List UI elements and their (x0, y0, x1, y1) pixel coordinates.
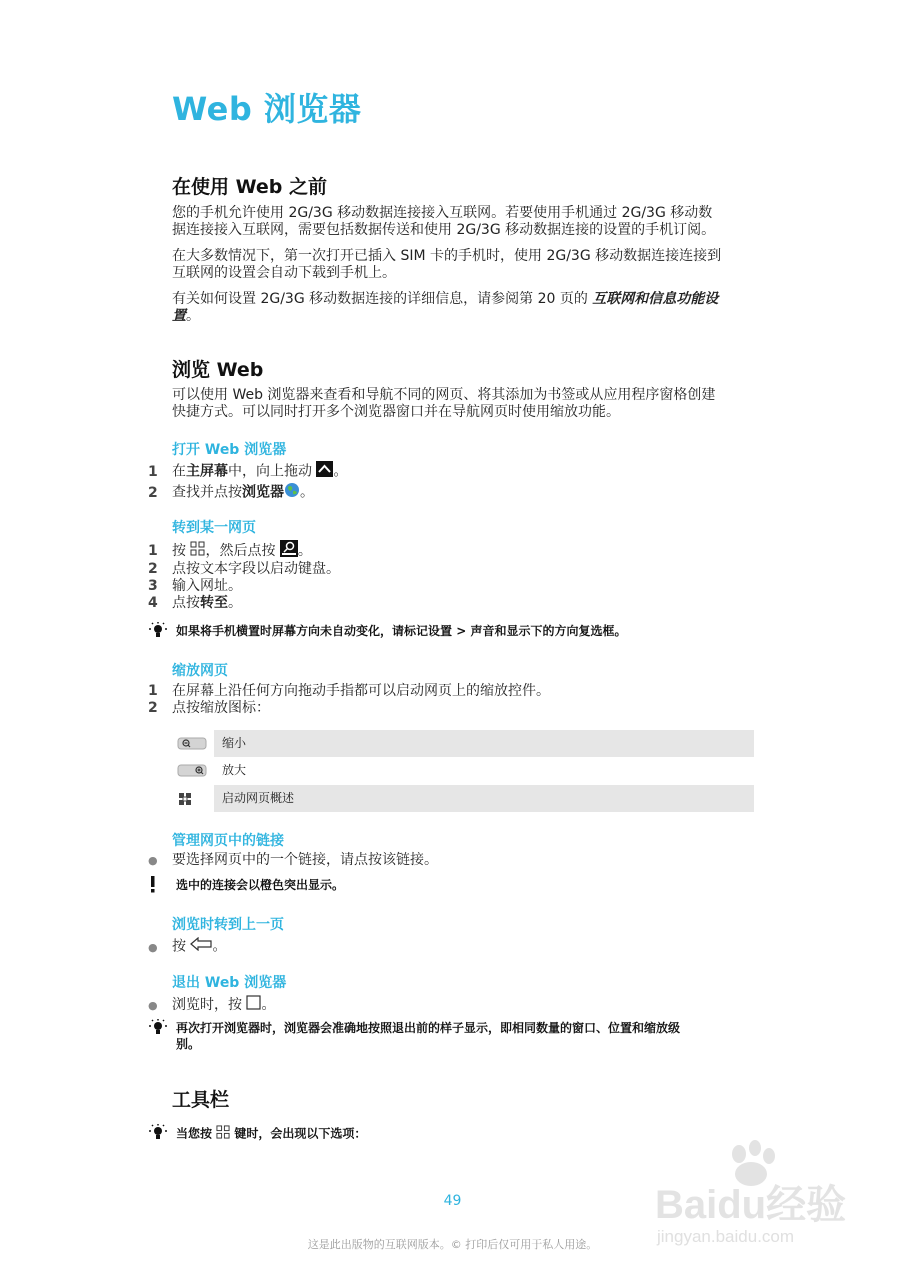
text: 查找并点按 (172, 484, 242, 501)
step-4 (148, 595, 242, 612)
text: 要选择网页中的一个链接，请点按该链接。 (172, 852, 438, 868)
tip-orientation (148, 623, 758, 641)
zoom-out-icon (172, 730, 214, 757)
text: 点按缩放图标： (172, 700, 270, 716)
text: 。 (333, 463, 348, 480)
line: 快捷方式。可以同时打开多个浏览器窗口并在导航网页时使用缩放功能。 (172, 404, 620, 420)
text: 。 (297, 543, 312, 559)
line: 据连接接入互联网，需要包括数据传送和使用 2G/3G 移动数据连接的设置的手机订阅。 (172, 222, 716, 238)
paragraph-browse (172, 387, 760, 421)
zoom-row-out (172, 730, 754, 757)
page-title: Web 浏览器 (172, 90, 362, 128)
line: 在大多数情况下，第一次打开已插入 SIM 卡的手机时，使用 2G/3G 移动数据连接连接到 (172, 248, 722, 264)
bullet-dot: ● (148, 940, 158, 954)
page-number: 49 (443, 1193, 462, 1209)
zoom-in-icon (172, 757, 214, 784)
step-1 (148, 683, 550, 700)
globe-icon (284, 482, 300, 503)
settings-link-cont[interactable]: 置 (172, 308, 186, 324)
bullet-dot: ● (148, 999, 158, 1012)
text: > (452, 624, 471, 638)
line: 可以使用 Web 浏览器来查看和导航不同的网页、将其添加为书签或从应用程序窗格创建 (172, 387, 716, 403)
text: 下的 (530, 624, 555, 638)
step-2 (148, 561, 340, 578)
paragraph-before-2 (172, 248, 760, 282)
subheading-goto: 转到某一网页 (172, 520, 256, 536)
line: 再次打开浏览器时，浏览器会准确地按照退出前的样子显示，即相同数量的窗口、位置和缩放级 (176, 1021, 681, 1035)
text: 如果将手机横置时屏幕方向未自动变化，请标记 (176, 624, 429, 638)
zoom-row-overview (172, 785, 754, 812)
text: 复选框。 (578, 624, 627, 638)
step-number: 1 (148, 683, 158, 699)
step-3 (148, 578, 242, 595)
paragraph-before-3 (172, 291, 760, 325)
step-number: 3 (148, 578, 158, 594)
bullet-item (148, 852, 438, 869)
zoom-out-label: 缩小 (214, 730, 754, 757)
search-www-icon (280, 540, 298, 562)
menu-key-icon (190, 541, 205, 561)
go-label: 转至 (200, 595, 228, 611)
text: 当您按 (176, 1126, 217, 1141)
step-number: 2 (148, 561, 158, 577)
browser-label: 浏览器 (242, 484, 284, 501)
subheading-links: 管理网页中的链接 (172, 833, 284, 849)
step-1 (148, 461, 347, 482)
step-number: 1 (148, 463, 158, 480)
menu-key-icon (216, 1125, 230, 1143)
text: 按 (172, 938, 191, 955)
text: 在 (172, 463, 186, 480)
orientation-label: 方向 (554, 624, 579, 638)
lightbulb-icon (148, 622, 168, 640)
sound-display-label: 声音和显示 (470, 624, 531, 638)
home-key-icon (246, 995, 261, 1015)
bullet-item (148, 995, 275, 1015)
text: 。 (212, 938, 227, 955)
zoom-row-in (172, 757, 754, 784)
step-number: 4 (148, 595, 158, 611)
line: 您的手机允许使用 2G/3G 移动数据连接接入互联网。若要使用手机通过 2G/3G 移动数 (172, 205, 713, 221)
bullet-item (148, 937, 226, 956)
text: 在屏幕上沿任何方向拖动手指都可以启动网页上的缩放控件。 (172, 683, 550, 699)
text: 浏览时，按 (172, 997, 247, 1013)
text: 。 (261, 997, 276, 1013)
step-number: 1 (148, 543, 158, 559)
lightbulb-icon (148, 1124, 168, 1142)
subheading-exit: 退出 Web 浏览器 (172, 975, 287, 991)
subheading-open-browser: 打开 Web 浏览器 (172, 442, 287, 458)
overview-icon (172, 785, 214, 812)
watermark-url: jingyan.baidu.com (657, 1227, 795, 1246)
drag-up-icon (316, 461, 333, 482)
text: 。 (300, 484, 314, 501)
note-text: 选中的连接会以橙色突出显示。 (176, 878, 345, 892)
bullet-dot: ● (148, 854, 158, 867)
text: 。 (228, 595, 242, 611)
text: 点按文本字段以启动键盘。 (172, 561, 340, 577)
settings-link[interactable]: 互联网和信息功能设 (592, 291, 719, 307)
text: 有关如何设置 2G/3G 移动数据连接的详细信息，请参阅第 20 页的 (172, 291, 593, 307)
text: 输入网址。 (172, 578, 242, 594)
subheading-back: 浏览时转到上一页 (172, 917, 284, 933)
paragraph-before-1 (172, 205, 760, 239)
section-heading-toolbar: 工具栏 (172, 1089, 230, 1111)
text: 键时，会出现以下选项： (230, 1126, 367, 1141)
line: 别。 (176, 1037, 201, 1051)
step-number: 2 (148, 700, 158, 716)
tip-reopen (148, 1020, 758, 1054)
text: 点按 (172, 595, 200, 611)
lightbulb-icon (148, 1019, 168, 1037)
home-screen-label: 主屏幕 (186, 463, 228, 480)
zoom-in-label: 放大 (222, 763, 247, 777)
line: 互联网的设置会自动下载到手机上。 (172, 265, 396, 281)
watermark-brand: Baidu经验 (655, 1183, 847, 1227)
subheading-zoom: 缩放网页 (172, 663, 228, 679)
step-2 (148, 482, 314, 503)
step-1 (148, 540, 312, 562)
overview-label: 启动网页概述 (214, 785, 754, 812)
text: 按 (172, 543, 191, 559)
section-heading-before: 在使用 Web 之前 (172, 176, 327, 198)
step-2 (148, 700, 270, 717)
text: 中，向上拖动 (228, 463, 317, 480)
step-number: 2 (148, 484, 158, 501)
note-highlight (148, 877, 758, 895)
footer-note: 这是此出版物的互联网版本。© 打印后仅可用于私人用途。 (307, 1238, 598, 1251)
settings-label: 设置 (428, 624, 453, 638)
back-arrow-icon (190, 937, 212, 956)
exclamation-icon (148, 876, 168, 894)
section-heading-browse: 浏览 Web (172, 359, 264, 381)
text: 。 (186, 308, 200, 324)
text: ，然后点按 (205, 543, 280, 559)
